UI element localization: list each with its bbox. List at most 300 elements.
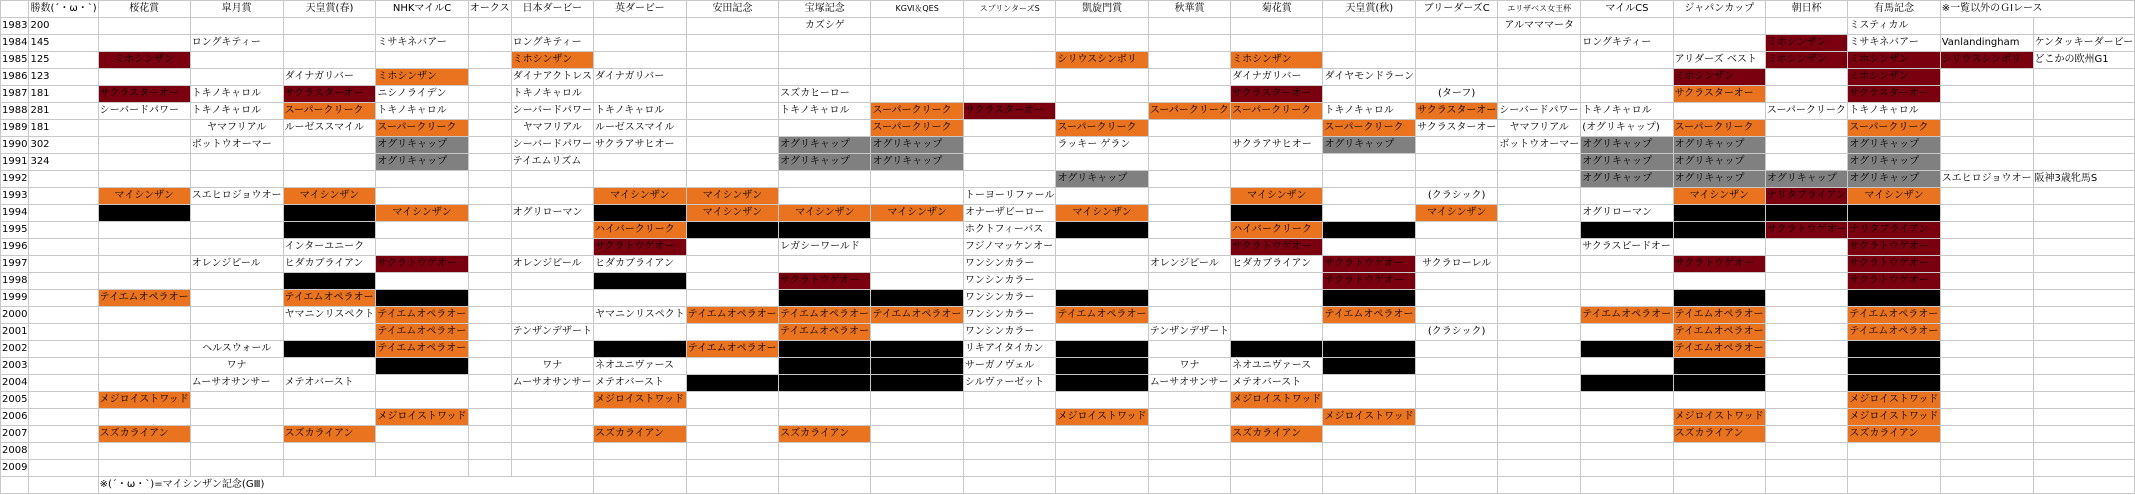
race-cell[interactable] xyxy=(468,103,511,120)
race-cell[interactable]: Vanlandingham xyxy=(1940,35,2033,52)
race-cell[interactable] xyxy=(468,18,511,35)
race-cell[interactable] xyxy=(1940,120,2033,137)
race-cell[interactable] xyxy=(1416,222,1498,239)
race-cell[interactable] xyxy=(1056,154,1148,171)
race-cell[interactable]: メジロイストワッド xyxy=(1231,392,1323,409)
race-cell[interactable] xyxy=(2033,409,2135,426)
year-cell[interactable]: 2002 xyxy=(1,341,29,358)
race-cell[interactable] xyxy=(1056,460,1148,477)
header-cell[interactable]: ※一覧以外のＧⅠレース xyxy=(1940,1,2135,18)
race-cell[interactable]: メテオバースト xyxy=(593,375,686,392)
race-cell[interactable]: オグリローマン xyxy=(511,205,593,222)
header-cell[interactable]: 皐月賞 xyxy=(190,1,283,18)
race-cell[interactable]: スエヒロジョウオー xyxy=(190,188,283,205)
race-cell[interactable] xyxy=(779,392,871,409)
race-cell[interactable] xyxy=(376,171,468,188)
race-cell[interactable]: トキノキャロル xyxy=(593,103,686,120)
race-cell[interactable] xyxy=(511,341,593,358)
year-cell[interactable]: 1996 xyxy=(1,239,29,256)
race-cell[interactable]: オレンジピール xyxy=(511,256,593,273)
race-cell[interactable] xyxy=(283,154,376,171)
race-cell[interactable]: ムーサオサンサー xyxy=(511,375,593,392)
race-cell[interactable] xyxy=(871,222,963,239)
race-cell[interactable]: テイエムオペラオー xyxy=(1323,307,1416,324)
year-cell[interactable]: 2008 xyxy=(1,443,29,460)
race-cell[interactable] xyxy=(963,86,1056,103)
race-cell[interactable] xyxy=(511,222,593,239)
race-cell[interactable]: ミホシンザン xyxy=(1765,35,1847,52)
race-cell[interactable] xyxy=(2033,392,2135,409)
race-cell[interactable] xyxy=(2033,103,2135,120)
wins-cell[interactable] xyxy=(29,375,98,392)
race-cell[interactable] xyxy=(593,443,686,460)
race-cell[interactable]: ヤマフリアル xyxy=(190,120,283,137)
race-cell[interactable]: シンボリクリスエス xyxy=(1056,375,1148,392)
race-cell[interactable] xyxy=(1765,307,1847,324)
race-cell[interactable] xyxy=(779,409,871,426)
wins-cell[interactable] xyxy=(29,426,98,443)
race-cell[interactable] xyxy=(1231,120,1323,137)
race-cell[interactable] xyxy=(376,52,468,69)
race-cell[interactable] xyxy=(1498,171,1581,188)
race-cell[interactable] xyxy=(190,426,283,443)
header-cell[interactable]: スプリンターズS xyxy=(963,1,1056,18)
wins-cell[interactable]: 123 xyxy=(29,69,98,86)
race-cell[interactable] xyxy=(1498,239,1581,256)
race-cell[interactable]: ヒダカブライアン xyxy=(593,256,686,273)
race-cell[interactable]: ナリタブライアン xyxy=(779,222,871,239)
header-cell[interactable]: 勝数(´・ω・`) xyxy=(29,1,98,18)
race-cell[interactable] xyxy=(190,307,283,324)
race-cell[interactable]: サクラトウゲオー xyxy=(1848,273,1940,290)
race-cell[interactable]: テンザンデザート xyxy=(511,324,593,341)
race-cell[interactable]: ダイナアクトレス xyxy=(511,69,593,86)
race-cell[interactable] xyxy=(1416,18,1498,35)
header-cell[interactable]: 菊花賞 xyxy=(1231,1,1323,18)
race-cell[interactable]: ヤマニンリスペクト xyxy=(283,307,376,324)
race-cell[interactable] xyxy=(1416,273,1498,290)
race-cell[interactable]: テンザンデザート xyxy=(1148,324,1230,341)
year-cell[interactable]: 1998 xyxy=(1,273,29,290)
race-cell[interactable]: テイエムオペラオー xyxy=(779,324,871,341)
race-cell[interactable] xyxy=(1148,341,1230,358)
race-cell[interactable] xyxy=(2033,188,2135,205)
race-cell[interactable] xyxy=(1231,324,1323,341)
race-cell[interactable]: ボットウオーマー xyxy=(190,137,283,154)
race-cell[interactable] xyxy=(1765,273,1847,290)
empty-cell[interactable] xyxy=(686,477,778,494)
race-cell[interactable]: マイシンザン xyxy=(376,205,468,222)
header-cell[interactable]: マイルCS xyxy=(1581,1,1673,18)
race-cell[interactable] xyxy=(1765,120,1847,137)
race-cell[interactable] xyxy=(1323,392,1416,409)
race-cell[interactable]: スーパークリーク xyxy=(1231,103,1323,120)
race-cell[interactable] xyxy=(283,443,376,460)
race-cell[interactable]: ルーゼススマイル xyxy=(283,120,376,137)
race-cell[interactable] xyxy=(1581,18,1673,35)
empty-cell[interactable] xyxy=(1148,477,1230,494)
race-cell[interactable]: サクラトウゲオー xyxy=(1848,239,1940,256)
race-cell[interactable] xyxy=(1323,35,1416,52)
race-cell[interactable] xyxy=(686,137,778,154)
race-cell[interactable] xyxy=(1056,443,1148,460)
race-cell[interactable] xyxy=(1056,18,1148,35)
race-cell[interactable] xyxy=(871,460,963,477)
race-cell[interactable] xyxy=(686,35,778,52)
race-cell[interactable]: サクラスターオー xyxy=(1231,86,1323,103)
race-cell[interactable]: オグリキャップ xyxy=(871,154,963,171)
race-cell[interactable]: シンボリクリスエス xyxy=(1581,341,1673,358)
race-cell[interactable]: ミホシンザン xyxy=(1231,52,1323,69)
race-cell[interactable] xyxy=(686,358,778,375)
race-cell[interactable] xyxy=(468,239,511,256)
race-cell[interactable] xyxy=(1765,358,1847,375)
race-cell[interactable] xyxy=(1148,18,1230,35)
race-cell[interactable] xyxy=(1148,273,1230,290)
race-cell[interactable]: ロングキティー xyxy=(1581,35,1673,52)
empty-cell[interactable] xyxy=(1581,477,1673,494)
race-cell[interactable] xyxy=(1940,256,2033,273)
race-cell[interactable]: スーパークリーク xyxy=(871,103,963,120)
empty-cell[interactable] xyxy=(1673,477,1765,494)
race-cell[interactable]: メジロイストワッド xyxy=(593,392,686,409)
race-cell[interactable] xyxy=(1498,256,1581,273)
race-cell[interactable] xyxy=(511,307,593,324)
race-cell[interactable]: サクラトウゲオー xyxy=(1848,256,1940,273)
race-cell[interactable]: シーバードパワー xyxy=(98,103,190,120)
race-cell[interactable] xyxy=(2033,426,2135,443)
header-cell[interactable]: KGⅥ＆QES xyxy=(871,1,963,18)
header-cell[interactable]: NHKマイルC xyxy=(376,1,468,18)
header-cell[interactable]: 英ダービー xyxy=(593,1,686,18)
year-cell[interactable]: 1987 xyxy=(1,86,29,103)
race-cell[interactable]: ムーサオサンサー xyxy=(190,375,283,392)
race-cell[interactable] xyxy=(686,256,778,273)
race-cell[interactable] xyxy=(1148,52,1230,69)
race-cell[interactable] xyxy=(468,324,511,341)
race-cell[interactable]: シリウスシンボリ xyxy=(1940,52,2033,69)
race-cell[interactable] xyxy=(190,460,283,477)
race-cell[interactable]: サクラアサヒオー xyxy=(593,137,686,154)
race-cell[interactable] xyxy=(963,460,1056,477)
empty-cell[interactable] xyxy=(1231,477,1323,494)
race-cell[interactable]: アルマママータ xyxy=(1498,18,1581,35)
race-cell[interactable]: スズカライアン xyxy=(779,426,871,443)
race-cell[interactable]: スズカライアン xyxy=(98,426,190,443)
race-cell[interactable]: メジロイストワッド xyxy=(98,392,190,409)
race-cell[interactable]: ミホシンザン xyxy=(376,69,468,86)
race-cell[interactable]: テイエムオペラオー xyxy=(376,341,468,358)
race-cell[interactable] xyxy=(1581,188,1673,205)
race-cell[interactable] xyxy=(98,409,190,426)
race-cell[interactable] xyxy=(511,426,593,443)
race-cell[interactable] xyxy=(686,460,778,477)
race-cell[interactable]: オグリキャップ xyxy=(871,137,963,154)
race-cell[interactable] xyxy=(1765,460,1847,477)
race-cell[interactable] xyxy=(1673,35,1765,52)
race-cell[interactable] xyxy=(1765,426,1847,443)
race-cell[interactable]: シンボリクリスエス xyxy=(283,341,376,358)
race-cell[interactable]: ナリタブライアン xyxy=(283,205,376,222)
race-cell[interactable] xyxy=(1581,392,1673,409)
race-cell[interactable] xyxy=(1416,69,1498,86)
race-cell[interactable]: メジロイストワッド xyxy=(376,409,468,426)
race-cell[interactable] xyxy=(871,409,963,426)
race-cell[interactable] xyxy=(1940,392,2033,409)
wins-cell[interactable]: 125 xyxy=(29,52,98,69)
race-cell[interactable] xyxy=(2033,239,2135,256)
race-cell[interactable]: サクラトウゲオー xyxy=(1323,273,1416,290)
race-cell[interactable] xyxy=(511,273,593,290)
race-cell[interactable] xyxy=(2033,86,2135,103)
race-cell[interactable]: シンボリクリスエス xyxy=(1056,341,1148,358)
race-cell[interactable] xyxy=(871,86,963,103)
race-cell[interactable]: ナリタブライアン xyxy=(1765,205,1847,222)
race-cell[interactable] xyxy=(1148,426,1230,443)
race-cell[interactable]: メジロイストワッド xyxy=(1673,409,1765,426)
race-cell[interactable] xyxy=(1056,324,1148,341)
race-cell[interactable]: トキノキャロル xyxy=(1581,103,1673,120)
race-cell[interactable] xyxy=(1148,307,1230,324)
race-cell[interactable] xyxy=(98,18,190,35)
race-cell[interactable] xyxy=(1498,52,1581,69)
race-cell[interactable]: トキノキャロル xyxy=(190,103,283,120)
race-cell[interactable]: シンボリクリスエス xyxy=(1848,375,1940,392)
race-cell[interactable] xyxy=(1498,188,1581,205)
wins-cell[interactable]: 200 xyxy=(29,18,98,35)
header-cell[interactable]: 宝塚記念 xyxy=(779,1,871,18)
race-cell[interactable] xyxy=(1148,239,1230,256)
race-cell[interactable]: メテオバースト xyxy=(1231,375,1323,392)
race-cell[interactable] xyxy=(468,426,511,443)
race-cell[interactable] xyxy=(1231,171,1323,188)
race-cell[interactable] xyxy=(1148,154,1230,171)
wins-cell[interactable] xyxy=(29,188,98,205)
race-cell[interactable] xyxy=(1765,443,1847,460)
race-cell[interactable] xyxy=(468,52,511,69)
race-cell[interactable] xyxy=(2033,256,2135,273)
race-cell[interactable]: メジロイストワッド xyxy=(1323,409,1416,426)
race-cell[interactable] xyxy=(1673,443,1765,460)
race-cell[interactable] xyxy=(468,35,511,52)
race-cell[interactable]: オグリキャップ xyxy=(1848,137,1940,154)
race-cell[interactable] xyxy=(1416,290,1498,307)
race-cell[interactable] xyxy=(190,324,283,341)
race-cell[interactable]: スーパークリーク xyxy=(1848,120,1940,137)
race-cell[interactable]: スペシャルウィーク xyxy=(1056,290,1148,307)
race-cell[interactable]: オグリキャップ xyxy=(1323,137,1416,154)
race-cell[interactable]: メジロイストワッド xyxy=(1056,409,1148,426)
race-cell[interactable]: シンボリクリスエス xyxy=(779,375,871,392)
race-cell[interactable]: ルーゼススマイル xyxy=(593,120,686,137)
race-cell[interactable]: シンボリクリスエス xyxy=(1848,358,1940,375)
race-cell[interactable]: トキノキャロル xyxy=(511,86,593,103)
race-cell[interactable] xyxy=(1498,341,1581,358)
race-cell[interactable]: メジロイストワッド xyxy=(1848,392,1940,409)
race-cell[interactable] xyxy=(1231,307,1323,324)
race-cell[interactable] xyxy=(1940,409,2033,426)
race-cell[interactable] xyxy=(1231,443,1323,460)
race-cell[interactable]: マイシンザン xyxy=(1416,205,1498,222)
race-cell[interactable]: テイエムオペラオー xyxy=(686,307,778,324)
race-cell[interactable] xyxy=(1848,443,1940,460)
race-cell[interactable]: スーパークリーク xyxy=(1323,120,1416,137)
race-cell[interactable] xyxy=(1673,460,1765,477)
race-cell[interactable] xyxy=(593,154,686,171)
race-cell[interactable] xyxy=(1940,426,2033,443)
race-cell[interactable] xyxy=(1581,409,1673,426)
race-cell[interactable] xyxy=(1498,358,1581,375)
race-cell[interactable]: マイシンザン xyxy=(1056,205,1148,222)
race-cell[interactable]: マイシンザン xyxy=(779,205,871,222)
race-cell[interactable] xyxy=(871,443,963,460)
race-cell[interactable] xyxy=(779,171,871,188)
race-cell[interactable] xyxy=(1940,290,2033,307)
race-cell[interactable] xyxy=(1416,375,1498,392)
race-cell[interactable] xyxy=(593,324,686,341)
year-cell[interactable]: 2000 xyxy=(1,307,29,324)
year-cell[interactable]: 1995 xyxy=(1,222,29,239)
race-cell[interactable]: オレンジピール xyxy=(190,256,283,273)
race-cell[interactable] xyxy=(468,392,511,409)
race-cell[interactable] xyxy=(1416,341,1498,358)
race-cell[interactable]: スズカライアン xyxy=(283,426,376,443)
race-cell[interactable]: サクラトウゲオー xyxy=(1323,256,1416,273)
race-cell[interactable] xyxy=(1581,290,1673,307)
race-cell[interactable]: トーヨーリファール xyxy=(963,188,1056,205)
race-cell[interactable]: ナリタブライアン xyxy=(1848,222,1940,239)
race-cell[interactable] xyxy=(468,307,511,324)
race-cell[interactable] xyxy=(190,171,283,188)
race-cell[interactable] xyxy=(1498,443,1581,460)
race-cell[interactable]: ナリタブライアン xyxy=(1323,222,1416,239)
race-cell[interactable] xyxy=(686,273,778,290)
race-cell[interactable] xyxy=(1498,154,1581,171)
race-cell[interactable] xyxy=(283,460,376,477)
race-cell[interactable] xyxy=(511,443,593,460)
race-cell[interactable] xyxy=(1148,171,1230,188)
race-cell[interactable]: ワナ xyxy=(511,358,593,375)
header-cell[interactable]: 朝日杯 xyxy=(1765,1,1847,18)
race-cell[interactable]: ワンシンカラー xyxy=(963,324,1056,341)
race-cell[interactable] xyxy=(871,52,963,69)
race-cell[interactable] xyxy=(1416,409,1498,426)
race-cell[interactable] xyxy=(1498,409,1581,426)
race-cell[interactable]: マイシンザン xyxy=(1848,188,1940,205)
race-cell[interactable] xyxy=(871,35,963,52)
race-cell[interactable] xyxy=(98,256,190,273)
race-cell[interactable] xyxy=(376,443,468,460)
race-cell[interactable] xyxy=(2033,137,2135,154)
race-cell[interactable] xyxy=(1231,409,1323,426)
race-cell[interactable]: テイエムオペラオー xyxy=(376,324,468,341)
race-cell[interactable]: サクラスターオー xyxy=(98,86,190,103)
race-cell[interactable]: テイエムオペラオー xyxy=(1848,307,1940,324)
race-cell[interactable]: スーパークリーク xyxy=(283,103,376,120)
race-cell[interactable] xyxy=(1323,188,1416,205)
race-cell[interactable] xyxy=(468,290,511,307)
race-cell[interactable]: マイシンザン xyxy=(871,205,963,222)
race-cell[interactable] xyxy=(1765,137,1847,154)
race-cell[interactable] xyxy=(1148,443,1230,460)
race-cell[interactable]: シンボリクリスエス xyxy=(871,341,963,358)
race-cell[interactable] xyxy=(98,239,190,256)
race-cell[interactable] xyxy=(2033,443,2135,460)
race-cell[interactable] xyxy=(1765,341,1847,358)
race-cell[interactable] xyxy=(1231,18,1323,35)
race-cell[interactable] xyxy=(1498,69,1581,86)
race-cell[interactable] xyxy=(1056,69,1148,86)
year-cell[interactable]: 1993 xyxy=(1,188,29,205)
race-cell[interactable] xyxy=(376,273,468,290)
race-cell[interactable] xyxy=(1056,392,1148,409)
race-cell[interactable] xyxy=(1323,171,1416,188)
race-cell[interactable]: スペシャルウィーク xyxy=(376,290,468,307)
race-cell[interactable] xyxy=(190,222,283,239)
race-cell[interactable] xyxy=(283,358,376,375)
empty-cell[interactable] xyxy=(1,477,29,494)
wins-cell[interactable] xyxy=(29,460,98,477)
race-cell[interactable] xyxy=(1416,239,1498,256)
race-cell[interactable] xyxy=(1323,239,1416,256)
race-cell[interactable] xyxy=(1940,375,2033,392)
empty-cell[interactable] xyxy=(779,477,871,494)
race-cell[interactable]: マイシンザン xyxy=(593,188,686,205)
race-cell[interactable] xyxy=(2033,154,2135,171)
race-cell[interactable] xyxy=(98,358,190,375)
race-cell[interactable] xyxy=(963,154,1056,171)
race-cell[interactable]: トキノキャロル xyxy=(1323,103,1416,120)
race-cell[interactable]: スペシャルウィーク xyxy=(1848,290,1940,307)
race-cell[interactable]: (ターフ) xyxy=(1416,86,1498,103)
race-cell[interactable]: ミホシンザン xyxy=(511,52,593,69)
race-cell[interactable] xyxy=(686,18,778,35)
race-cell[interactable]: ナリタブライアン xyxy=(1673,222,1765,239)
race-cell[interactable]: ロングキティー xyxy=(190,35,283,52)
year-cell[interactable]: 2007 xyxy=(1,426,29,443)
race-cell[interactable] xyxy=(2033,375,2135,392)
race-cell[interactable] xyxy=(468,137,511,154)
race-cell[interactable]: シンボリクリスエス xyxy=(1231,341,1323,358)
race-cell[interactable]: テイエムオペラオー xyxy=(1673,324,1765,341)
wins-cell[interactable] xyxy=(29,341,98,358)
race-cell[interactable] xyxy=(963,392,1056,409)
year-cell[interactable]: 2004 xyxy=(1,375,29,392)
race-cell[interactable]: スーパークリーク xyxy=(1765,103,1847,120)
race-cell[interactable] xyxy=(1581,69,1673,86)
race-cell[interactable] xyxy=(2033,324,2135,341)
race-cell[interactable]: ワンシンカラー xyxy=(963,290,1056,307)
race-cell[interactable] xyxy=(190,154,283,171)
race-cell[interactable] xyxy=(98,35,190,52)
race-cell[interactable]: トキノキャロル xyxy=(190,86,283,103)
race-cell[interactable] xyxy=(1765,239,1847,256)
race-cell[interactable]: サクラスターオー xyxy=(283,86,376,103)
race-cell[interactable] xyxy=(98,443,190,460)
race-cell[interactable] xyxy=(1148,120,1230,137)
race-cell[interactable]: スペシャルウィーク xyxy=(1323,290,1416,307)
race-cell[interactable] xyxy=(1765,18,1847,35)
race-cell[interactable]: サクラトウゲオー xyxy=(1231,239,1323,256)
race-cell[interactable] xyxy=(1323,52,1416,69)
race-cell[interactable] xyxy=(1940,307,2033,324)
race-cell[interactable] xyxy=(1056,86,1148,103)
race-cell[interactable] xyxy=(376,392,468,409)
race-cell[interactable]: トキノキャロル xyxy=(779,103,871,120)
race-cell[interactable] xyxy=(1323,375,1416,392)
race-cell[interactable]: ボットウオーマー xyxy=(1498,137,1581,154)
race-cell[interactable]: サクラスターオー xyxy=(1673,86,1765,103)
